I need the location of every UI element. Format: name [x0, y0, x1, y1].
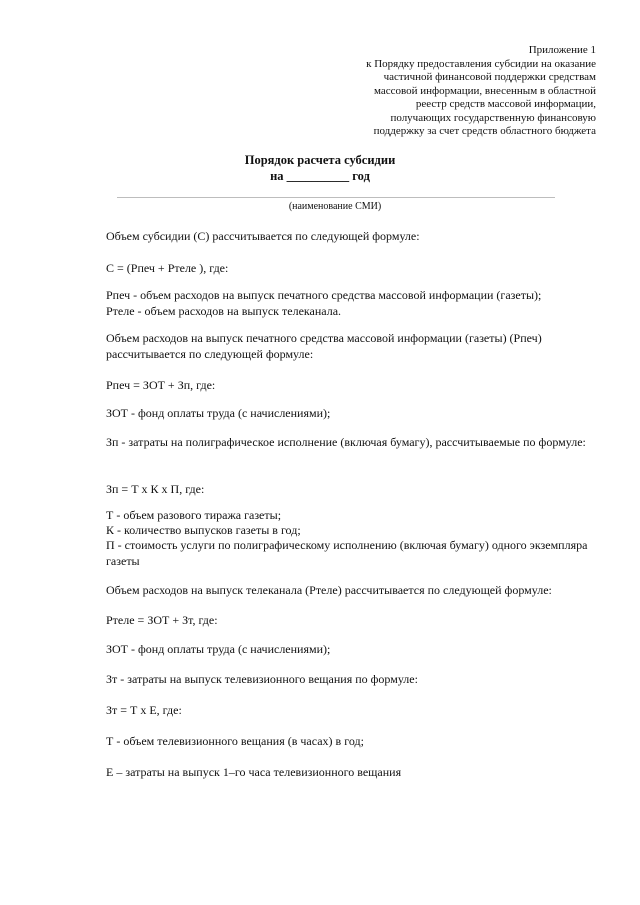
formula: Ртеле = ЗОТ + Зт, где:	[106, 613, 218, 627]
paragraph: Объем расходов на выпуск телеканала (Ртеле) рассчитывается по следующей формуле:	[106, 583, 552, 597]
header-line: поддержку за счет средств областного бюджета	[373, 125, 596, 137]
definition: Рпеч - объем расходов на выпуск печатного средства массовой информации (газеты);	[106, 288, 542, 302]
media-name-line	[117, 197, 555, 198]
document-title	[0, 152, 640, 184]
appendix-header	[366, 44, 596, 139]
paragraph: Объем субсидии (С) рассчитывается по следующей формуле:	[106, 229, 420, 243]
definition: П - стоимость услуги по полиграфическому исполнению (включая бумагу) одного экземпляра газеты	[106, 538, 588, 568]
header-line: Приложение 1	[528, 44, 596, 56]
header-line: получающих государственную финансовую	[390, 111, 596, 124]
definition: Ртеле - объем расходов на выпуск телеканала.	[106, 304, 342, 318]
header-line: к Порядку предоставления субсидии на оказание	[366, 57, 596, 70]
definition: Зт - затраты на выпуск телевизионного вещания по формуле:	[106, 672, 418, 686]
definition: Т - объем телевизионного вещания (в часах) в год;	[106, 734, 364, 748]
definition: Зп - затраты на полиграфическое исполнение (включая бумагу), рассчитываемые по формуле:	[106, 435, 586, 449]
title-line-2: на __________ год	[270, 169, 370, 183]
media-name-caption: (наименование СМИ)	[288, 201, 382, 212]
formula: Рпеч = ЗОТ + Зп, где:	[106, 378, 216, 392]
formula: С = (Рпеч + Ртеле ), где:	[106, 261, 229, 275]
definition: К - количество выпусков газеты в год;	[106, 523, 301, 537]
paragraph: Объем расходов на выпуск печатного средства массовой информации (газеты) (Рпеч) рассчитывается по следующей формуле:	[106, 331, 542, 361]
header-line: массовой информации, внесенным в областной	[373, 84, 596, 97]
definition: Т - объем разового тиража газеты;	[106, 508, 282, 522]
definition: ЗОТ - фонд оплаты труда (с начислениями);	[106, 642, 331, 656]
header-line: частичной финансовой поддержки средствам	[383, 71, 596, 83]
formula: Зп = Т х К х П, где:	[106, 482, 205, 496]
formula: Зт = Т х Е, где:	[106, 703, 182, 717]
definition: ЗОТ - фонд оплаты труда (с начислениями);	[106, 406, 331, 420]
title-line-1: Порядок расчета субсидии	[244, 153, 396, 167]
definition: Е – затраты на выпуск 1–го часа телевизионного вещания	[106, 765, 402, 779]
header-line: реестр средств массовой информации,	[415, 98, 596, 110]
